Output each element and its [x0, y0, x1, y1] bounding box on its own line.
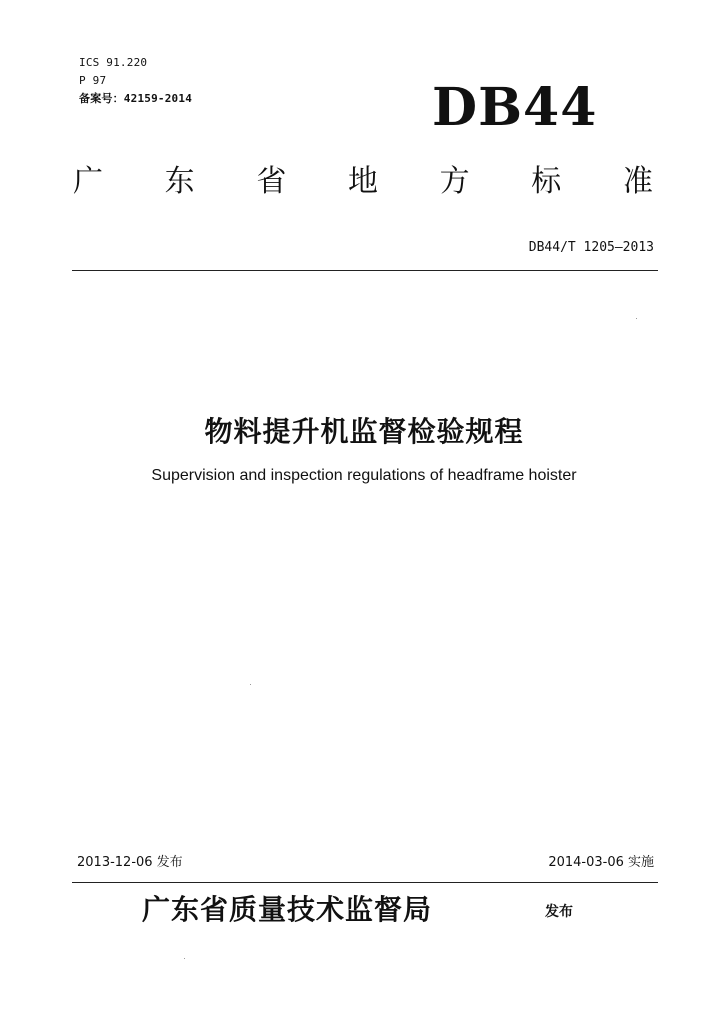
standard-type-char: 省 [256, 164, 287, 199]
standard-number: DB44/T 1205—2013 [528, 240, 654, 255]
scan-speck [636, 318, 637, 319]
ccs-code: P 97 [79, 74, 107, 87]
standard-type-char: 地 [347, 164, 378, 199]
standard-type-char: 广 [73, 164, 103, 199]
record-number: 备案号：42159-2014 [79, 92, 193, 105]
issuing-authority: 广东省质量技术监督局 [142, 893, 433, 926]
standard-type-char: 标 [531, 164, 562, 199]
scan-speck [184, 958, 185, 959]
standard-type-char: 方 [439, 164, 470, 199]
standard-type-char: 准 [622, 164, 653, 199]
bottom-divider [72, 882, 658, 883]
ics-code: ICS 91.220 [79, 56, 148, 69]
issue-date: 2013-12-06 发布 [77, 855, 183, 870]
top-divider [72, 270, 658, 271]
standard-code: DB44 [432, 77, 598, 138]
standard-type [68, 160, 658, 204]
implementation-date: 2014-03-06 实施 [548, 855, 654, 870]
scan-speck [250, 684, 251, 685]
document-title-en: Supervision and inspection regulations of headframe hoister [151, 467, 577, 484]
standard-type-char: 东 [164, 164, 195, 199]
issuing-label: 发布 [545, 904, 573, 920]
document-title-cn: 物料提升机监督检验规程 [204, 415, 524, 448]
